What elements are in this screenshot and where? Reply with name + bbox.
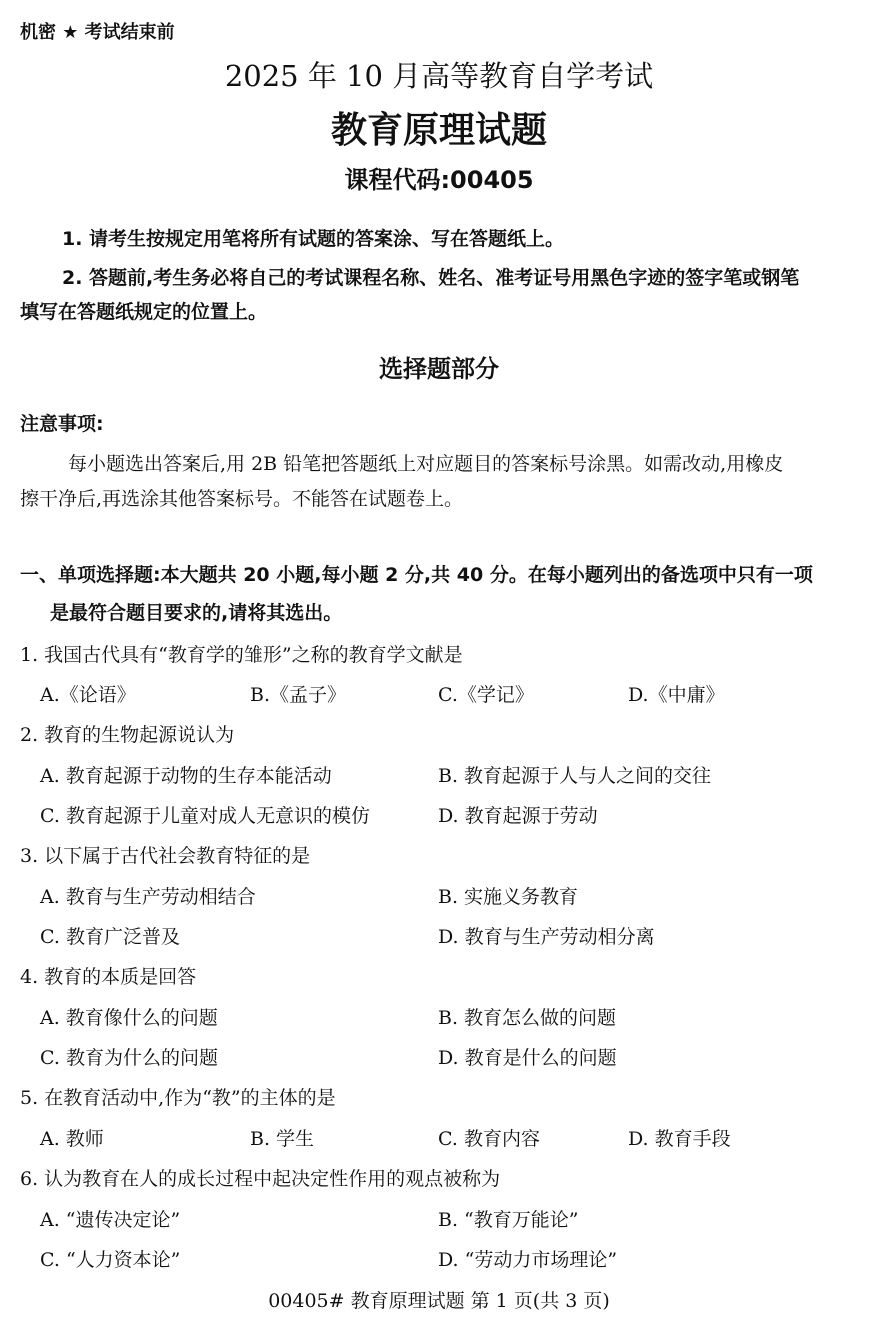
option-a: A. 教育与生产劳动相结合 (40, 886, 256, 908)
option-b: B. 学生 (250, 1128, 315, 1150)
option-a: A. 教师 (40, 1128, 104, 1150)
question-stem: 5. 在教育活动中,作为“教”的主体的是 (20, 1087, 336, 1109)
confidential-label: 机密 ★ 考试结束前 (20, 22, 175, 43)
instruction-1: 1. 请考生按规定用笔将所有试题的答案涂、写在答题纸上。 (62, 228, 565, 250)
option-b: B. 教育起源于人与人之间的交往 (438, 765, 712, 787)
part1-heading-line1: 一、单项选择题:本大题共 20 小题,每小题 2 分,共 40 分。在每小题列出的备选项中只有一项 (20, 564, 813, 586)
option-a: A. 教育像什么的问题 (40, 1007, 218, 1029)
section-title: 选择题部分 (379, 355, 499, 383)
question-stem: 1. 我国古代具有“教育学的雏形”之称的教育学文献是 (20, 644, 463, 666)
option-a: A. 教育起源于动物的生存本能活动 (40, 765, 332, 787)
option-c: C. “人力资本论” (40, 1249, 181, 1271)
instruction-2-line1: 2. 答题前,考生务必将自己的考试课程名称、姓名、准考证号用黑色字迹的签字笔或钢笔 (62, 267, 800, 289)
option-c: C.《学记》 (438, 684, 534, 706)
option-c: C. 教育内容 (438, 1128, 540, 1150)
option-d: D. 教育是什么的问题 (438, 1047, 617, 1069)
option-b: B. 实施义务教育 (438, 886, 579, 908)
part1-heading-line2: 是最符合题目要求的,请将其选出。 (50, 602, 343, 624)
note-line-2: 擦干净后,再选涂其他答案标号。不能答在试题卷上。 (20, 488, 464, 510)
option-d: D. 教育与生产劳动相分离 (438, 926, 655, 948)
instruction-2-line2: 填写在答题纸规定的位置上。 (20, 301, 268, 323)
option-b: B. “教育万能论” (438, 1209, 579, 1231)
option-d: D. 教育手段 (628, 1128, 731, 1150)
question-stem: 3. 以下属于古代社会教育特征的是 (20, 845, 311, 867)
option-d: D. 教育起源于劳动 (438, 805, 598, 827)
note-line-1: 每小题选出答案后,用 2B 铅笔把答题纸上对应题目的答案标号涂黑。如需改动,用橡皮 (68, 453, 784, 475)
option-c: C. 教育为什么的问题 (40, 1047, 218, 1069)
course-code: 课程代码:00405 (344, 166, 534, 194)
page-footer: 00405# 教育原理试题 第 1 页(共 3 页) (268, 1290, 610, 1312)
exam-title: 2025 年 10 月高等教育自学考试 (224, 59, 654, 93)
note-heading: 注意事项: (20, 413, 104, 435)
option-c: C. 教育起源于儿童对成人无意识的模仿 (40, 805, 370, 827)
option-d: D. “劳动力市场理论” (438, 1249, 618, 1271)
subject-title: 教育原理试题 (330, 110, 547, 151)
option-b: B.《孟子》 (250, 684, 347, 706)
option-a: A.《论语》 (40, 684, 136, 706)
question-stem: 4. 教育的本质是回答 (20, 966, 197, 988)
question-stem: 2. 教育的生物起源说认为 (20, 724, 235, 746)
option-c: C. 教育广泛普及 (40, 926, 180, 948)
option-a: A. “遗传决定论” (40, 1209, 181, 1231)
question-stem: 6. 认为教育在人的成长过程中起决定性作用的观点被称为 (20, 1168, 501, 1190)
option-d: D.《中庸》 (628, 684, 725, 706)
option-b: B. 教育怎么做的问题 (438, 1007, 617, 1029)
